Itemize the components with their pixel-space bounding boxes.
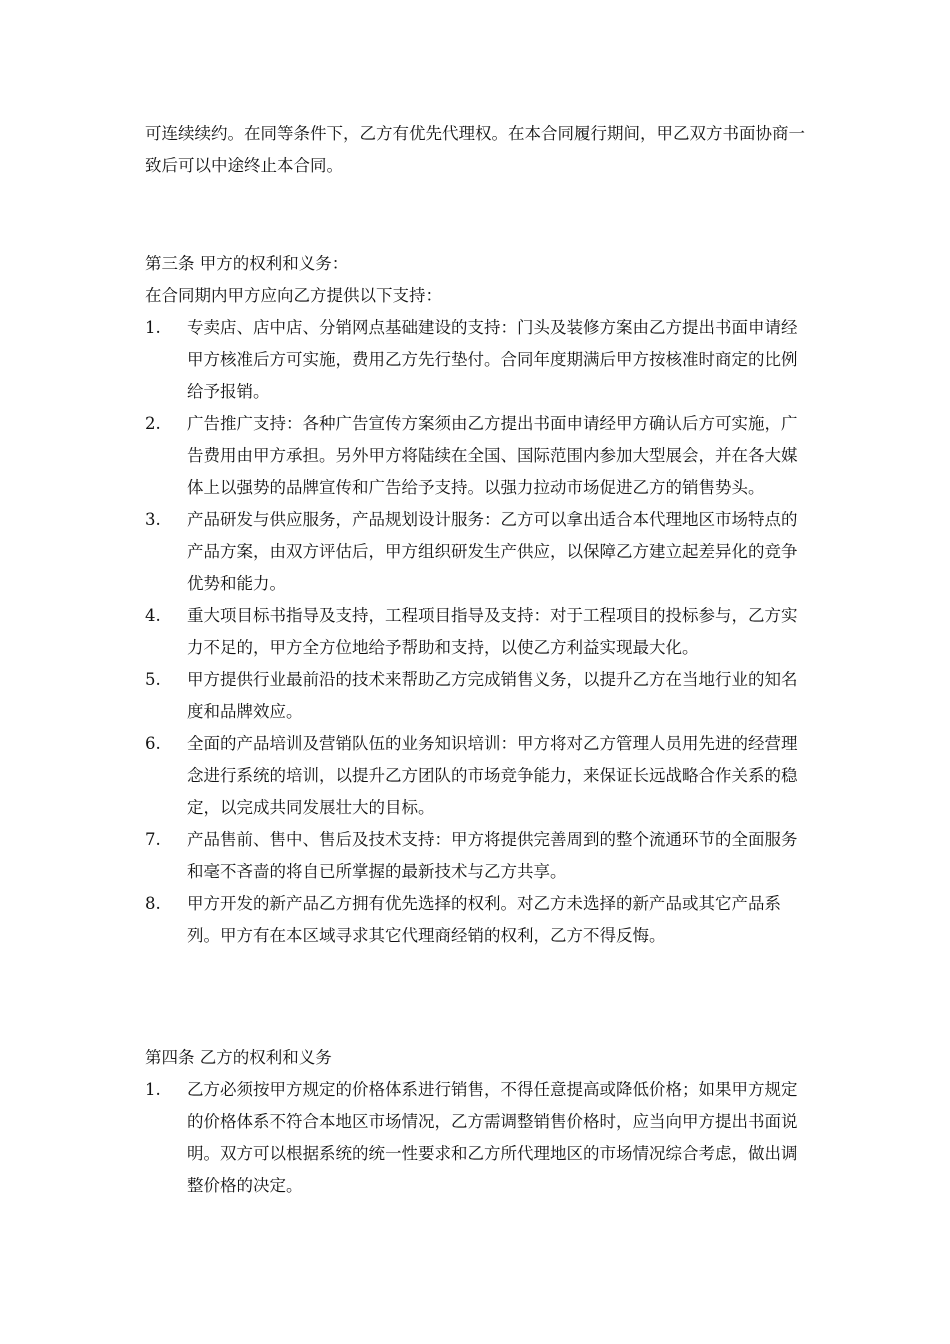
continuation-paragraph: 可连续续约。在同等条件下，乙方有优先代理权。在本合同履行期间，甲乙双方书面协商一致后可以中途终止本合同。	[145, 124, 805, 175]
list-item	[145, 664, 810, 728]
item-text: 专卖店、店中店、分销网点基础建设的支持：门头及装修方案由乙方提出书面申请经甲方核准后方可实施，费用乙方先行垫付。合同年度期满后甲方按核准时商定的比例给予报销。	[187, 318, 798, 401]
article-3-intro: 在合同期内甲方应向乙方提供以下支持：	[145, 286, 442, 305]
list-item	[145, 600, 810, 664]
item-text: 产品研发与供应服务，产品规划设计服务：乙方可以拿出适合本代理地区市场特点的产品方案，由双方评估后，甲方组织研发生产供应，以保障乙方建立起差异化的竞争优势和能力。	[187, 510, 798, 593]
item-number: 7.	[145, 830, 161, 849]
item-number: 8.	[145, 894, 161, 913]
item-text: 甲方开发的新产品乙方拥有优先选择的权利。对乙方未选择的新产品或其它产品系列。甲方有在本区域寻求其它代理商经销的权利，乙方不得反悔。	[187, 894, 781, 945]
list-item	[145, 1074, 810, 1202]
item-number: 1.	[145, 1080, 161, 1099]
item-text: 重大项目标书指导及支持，工程项目指导及支持：对于工程项目的投标参与，乙方实力不足的，甲方全方位地给予帮助和支持，以使乙方利益实现最大化。	[187, 606, 798, 657]
item-number: 2.	[145, 414, 161, 433]
article-4-list	[145, 1074, 810, 1202]
item-number: 4.	[145, 606, 161, 625]
list-item	[145, 312, 810, 408]
article-4-title: 第四条 乙方的权利和义务	[145, 1048, 332, 1067]
list-item	[145, 824, 810, 888]
item-text: 全面的产品培训及营销队伍的业务知识培训：甲方将对乙方管理人员用先进的经营理念进行系统的培训，以提升乙方团队的市场竞争能力，来保证长远战略合作关系的稳定，以完成共同发展壮大的目标。	[187, 734, 798, 817]
list-item	[145, 728, 810, 824]
item-text: 产品售前、售中、售后及技术支持：甲方将提供完善周到的整个流通环节的全面服务和毫不吝啬的将自已所掌握的最新技术与乙方共享。	[187, 830, 798, 881]
item-number: 6.	[145, 734, 161, 753]
item-number: 1.	[145, 318, 161, 337]
item-text: 乙方必须按甲方规定的价格体系进行销售，不得任意提高或降低价格；如果甲方规定的价格体系不符合本地区市场情况，乙方需调整销售价格时，应当向甲方提出书面说明。双方可以根据系统的统一性要求和乙方所代理地区的市场情况综合考虑，做出调整价格的决定。	[187, 1080, 798, 1195]
article-3-list	[145, 312, 810, 952]
item-number: 3.	[145, 510, 161, 529]
article-3-title: 第三条 甲方的权利和义务：	[145, 254, 349, 273]
item-text: 广告推广支持：各种广告宣传方案须由乙方提出书面申请经甲方确认后方可实施，广告费用由甲方承担。另外甲方将陆续在全国、国际范围内参加大型展会，并在各大媒体上以强势的品牌宣传和广告给予支持。以强力拉动市场促进乙方的销售势头。	[187, 414, 798, 497]
list-item	[145, 408, 810, 504]
list-item	[145, 504, 810, 600]
item-text: 甲方提供行业最前沿的技术来帮助乙方完成销售义务，以提升乙方在当地行业的知名度和品牌效应。	[187, 670, 798, 721]
item-number: 5.	[145, 670, 161, 689]
list-item	[145, 888, 810, 952]
